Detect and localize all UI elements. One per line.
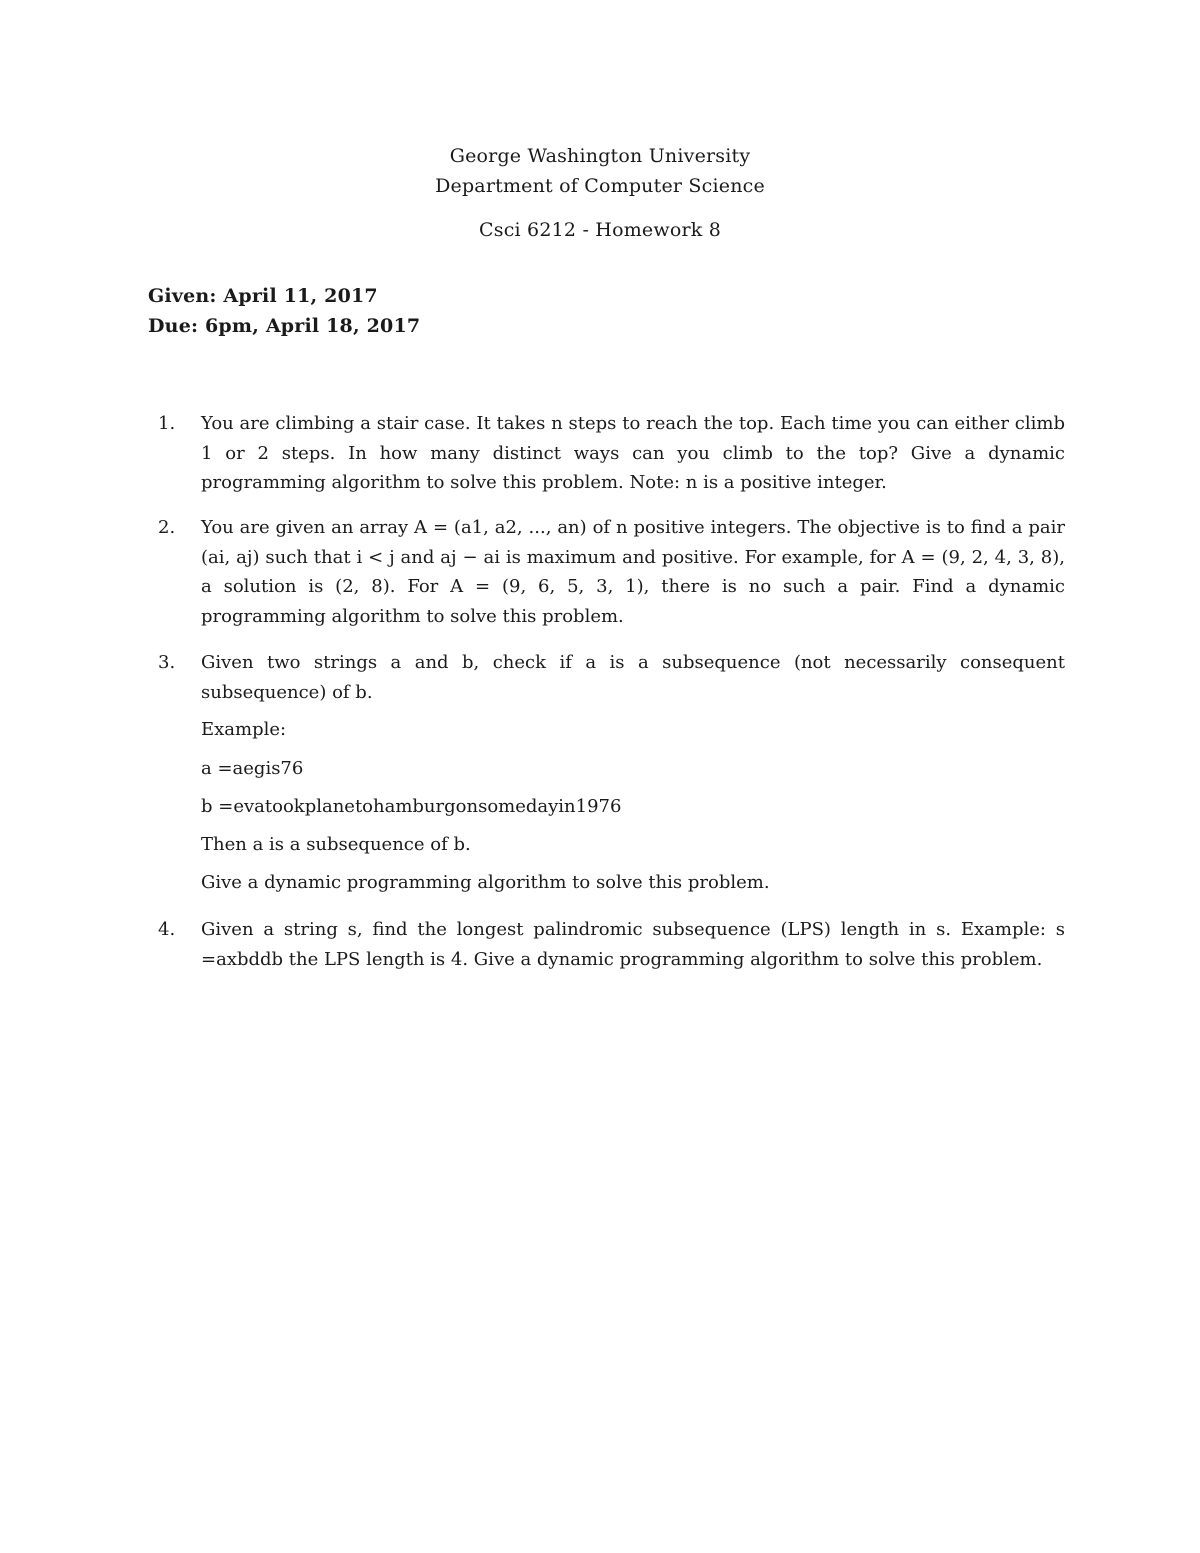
example-string-b: b =evatookplanetohamburgonsomedayin1976 bbox=[201, 796, 622, 817]
example-conclusion: Then a is a subsequence of b. bbox=[201, 834, 471, 855]
problem-3 bbox=[158, 648, 1065, 707]
problem-number: 1. bbox=[158, 413, 176, 434]
due-date: Due: 6pm, April 18, 2017 bbox=[148, 315, 421, 337]
problem-text: Given two strings a and b, check if a is a subsequence (not necessarily consequent subsequence) of b. bbox=[201, 652, 1065, 703]
department-name: Department of Computer Science bbox=[435, 175, 765, 197]
example-label: Example: bbox=[201, 719, 287, 740]
problem-text: Given a string s, find the longest palindromic subsequence (LPS) length in s. Example: s =axbddb the LPS length is 4. Give a dynamic programming algorithm to solve this problem. bbox=[201, 919, 1065, 970]
problem-2 bbox=[158, 513, 1065, 631]
problem-task: Give a dynamic programming algorithm to solve this problem. bbox=[201, 872, 770, 893]
given-date: Given: April 11, 2017 bbox=[148, 285, 378, 307]
problem-number: 3. bbox=[158, 652, 176, 673]
example-string-a: a =aegis76 bbox=[201, 758, 304, 779]
course-title: Csci 6212 - Homework 8 bbox=[479, 219, 721, 241]
problem-text: You are climbing a stair case. It takes n steps to reach the top. Each time you can either climb 1 or 2 steps. In how many distinct ways can you climb to the top? Give a dynamic programming algorithm to solve this problem. Note: n is a positive integer. bbox=[201, 413, 1065, 493]
problem-4 bbox=[158, 915, 1065, 974]
problem-number: 4. bbox=[158, 919, 176, 940]
university-name: George Washington University bbox=[449, 145, 751, 167]
problem-number: 2. bbox=[158, 517, 176, 538]
problem-1 bbox=[158, 409, 1065, 498]
problem-text: You are given an array A = (a1, a2, ..., an) of n positive integers. The objective is to find a pair (ai, aj) such that i < j and aj − ai is maximum and positive. For example, for A = (9, 2, 4, 3, 8), a solution is (2, 8). For A = (9, 6, 5, 3, 1), there is no such a pair. Find a dynamic programming algorithm to solve this problem. bbox=[201, 517, 1065, 627]
